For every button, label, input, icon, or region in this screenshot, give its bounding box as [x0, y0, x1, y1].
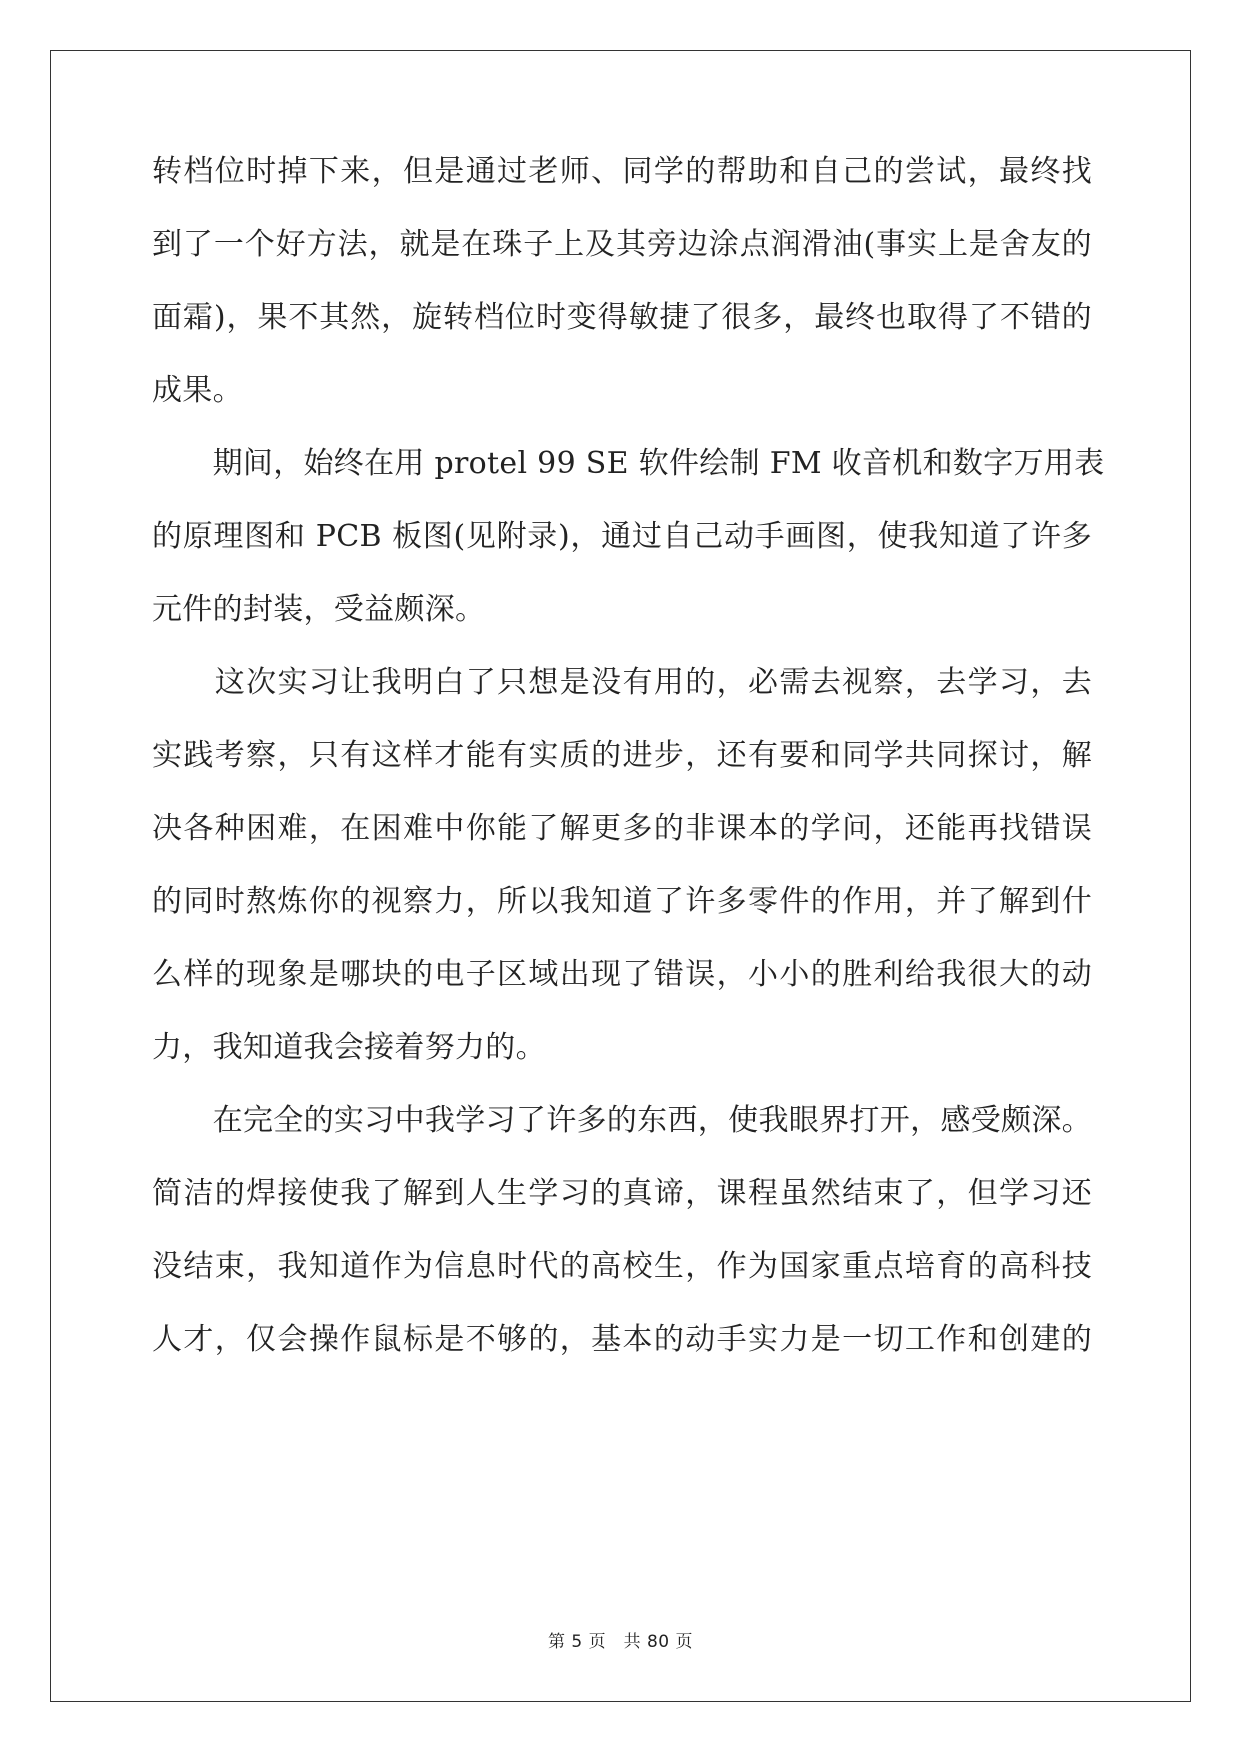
body-line: 在完全的实习中我学习了许多的东西，使我眼界打开，感受颇深。: [152, 1103, 1092, 1138]
body-line: 的原理图和 PCB 板图(见附录)，通过自己动手画图，使我知道了许多: [152, 519, 1092, 554]
page-footer: 第 5 页 共 80 页: [547, 1632, 694, 1652]
body-line: 转档位时掉下来，但是通过老师、同学的帮助和自己的尝试，最终找: [152, 154, 1092, 189]
body-line: 么样的现象是哪块的电子区域出现了错误，小小的胜利给我很大的动: [152, 957, 1092, 992]
body-line: 力，我知道我会接着努力的。: [152, 1030, 546, 1065]
body-line: 决各种困难，在困难中你能了解更多的非课本的学问，还能再找错误: [152, 811, 1092, 846]
body-line: 人才，仅会操作鼠标是不够的，基本的动手实力是一切工作和创建的: [152, 1322, 1092, 1357]
body-line: 没结束，我知道作为信息时代的高校生，作为国家重点培育的高科技: [152, 1249, 1092, 1284]
body-line: 期间，始终在用 protel 99 SE 软件绘制 FM 收音机和数字万用表: [152, 446, 1105, 481]
body-line: 面霜)，果不其然，旋转档位时变得敏捷了很多，最终也取得了不错的: [152, 300, 1092, 335]
body-line: 成果。: [152, 373, 243, 408]
body-line: 元件的封装，受益颇深。: [152, 592, 486, 627]
body-line: 实践考察，只有这样才能有实质的进步，还有要和同学共同探讨，解: [152, 738, 1092, 773]
body-line: 到了一个好方法，就是在珠子上及其旁边涂点润滑油(事实上是舍友的: [152, 227, 1092, 262]
body-line: 的同时熬炼你的视察力，所以我知道了许多零件的作用，并了解到什: [152, 884, 1092, 919]
body-line: 这次实习让我明白了只想是没有用的，必需去视察，去学习，去: [152, 665, 1092, 700]
body-line: 简洁的焊接使我了解到人生学习的真谛，课程虽然结束了，但学习还: [152, 1176, 1092, 1211]
